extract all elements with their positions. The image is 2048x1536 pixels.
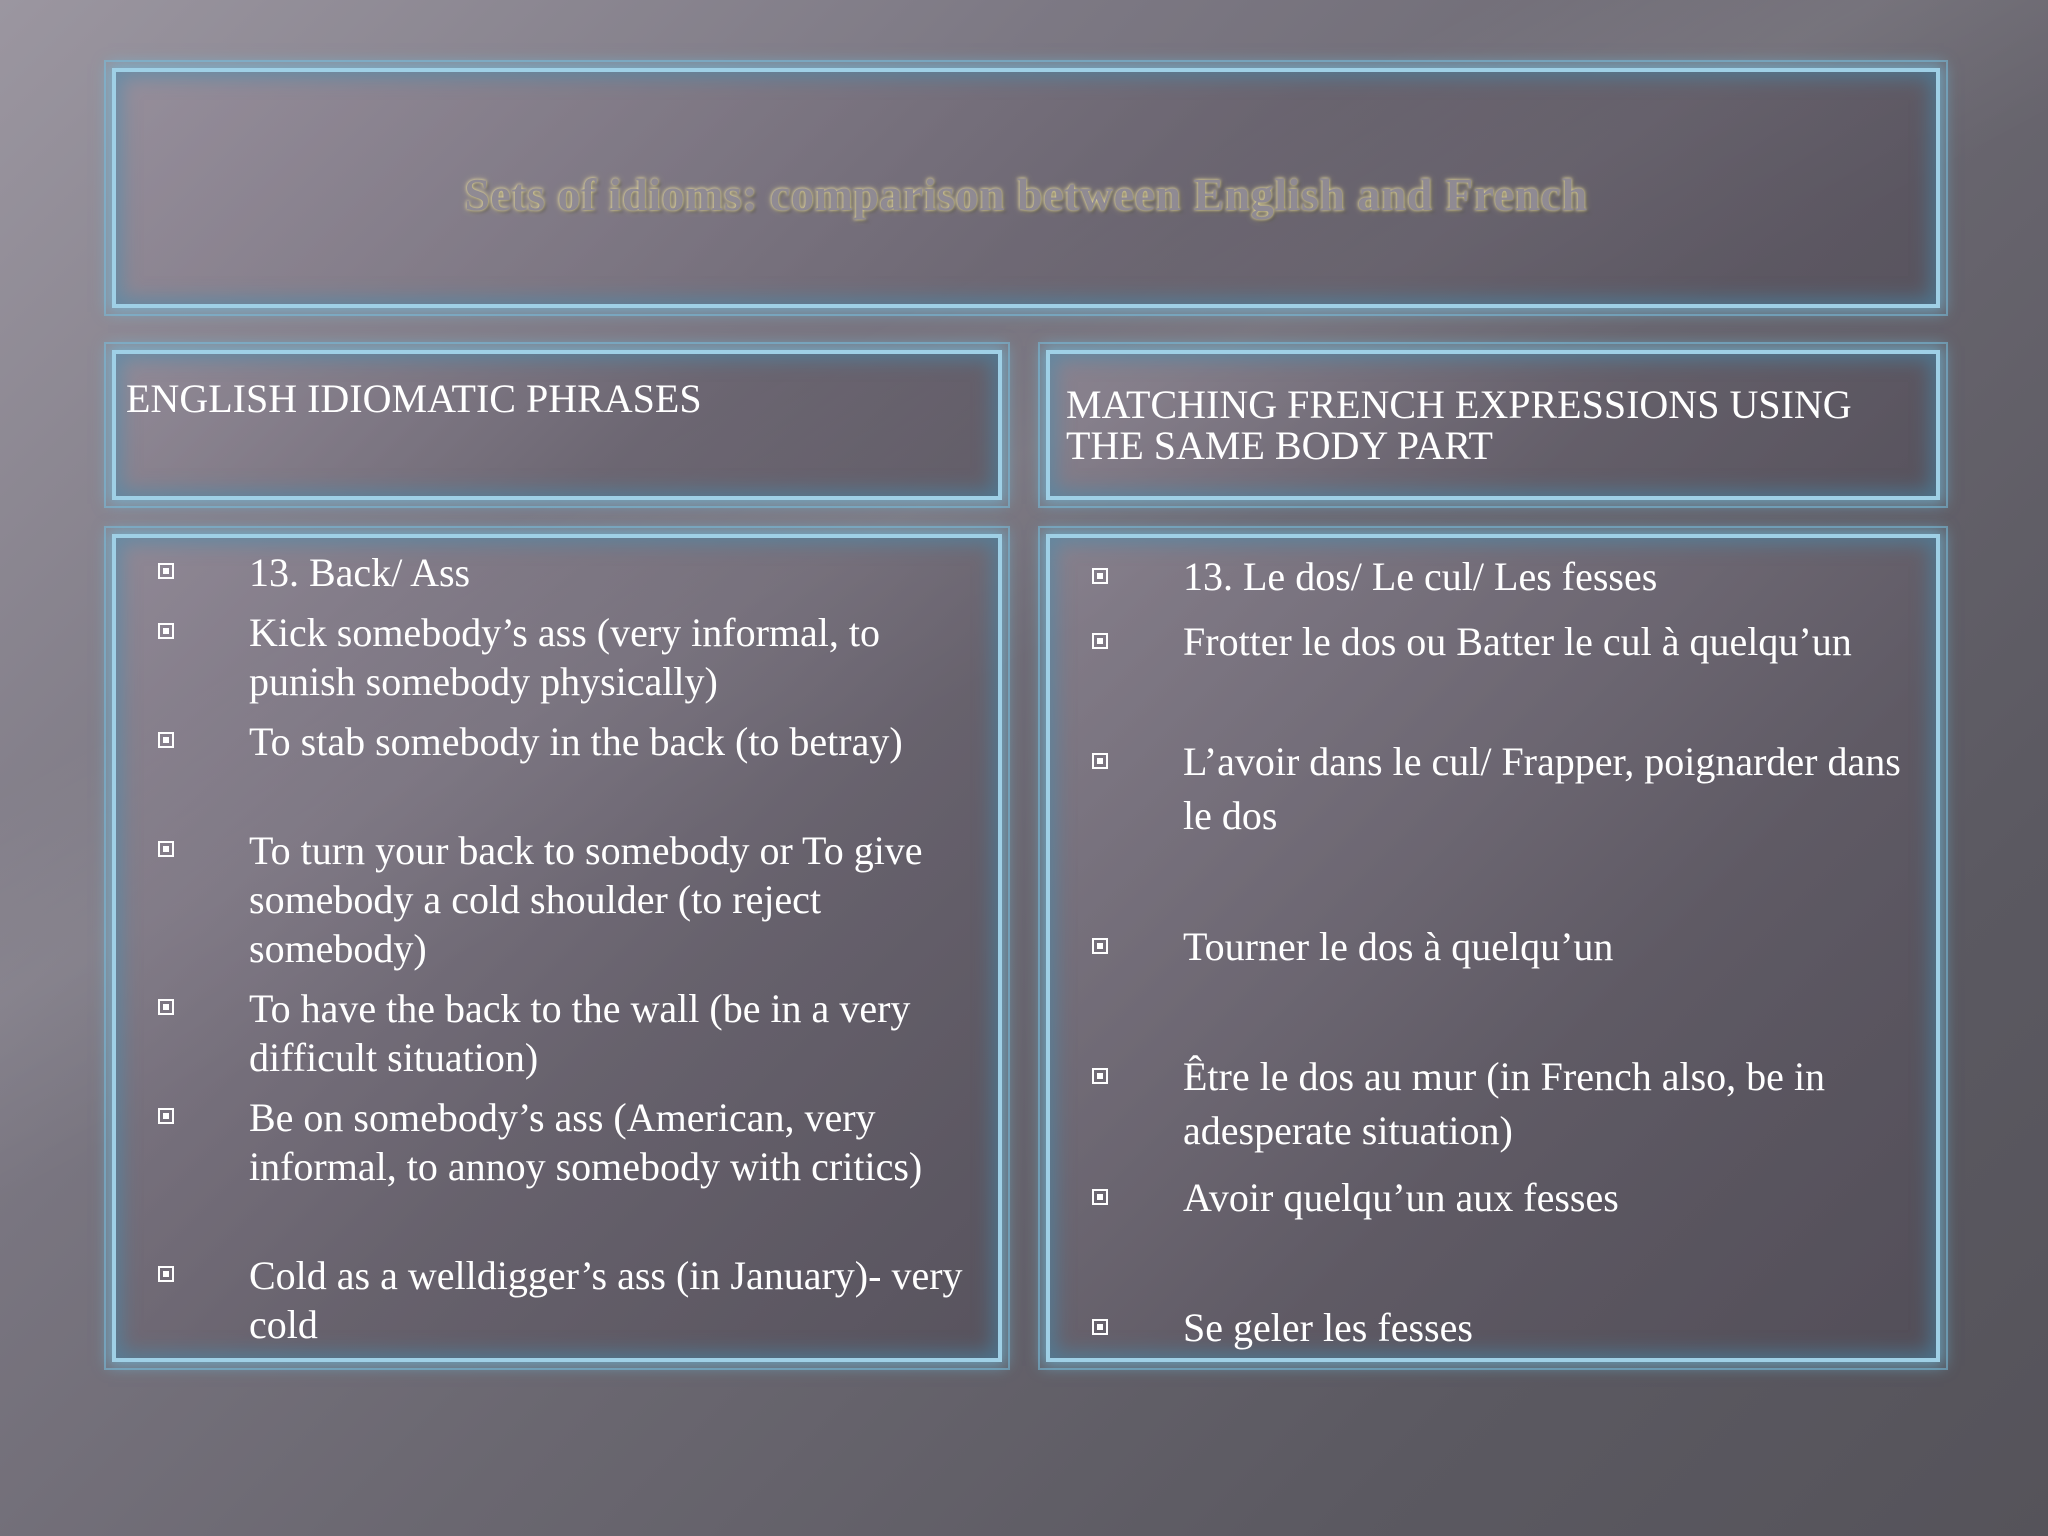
square-bullet-icon	[158, 841, 174, 857]
french-heading: MATCHING FRENCH EXPRESSIONS USING THE SAME BODY PART	[1066, 382, 1852, 468]
french-item-text: L’avoir dans le cul/ Frapper, poignarder dans le dos	[1183, 739, 1901, 838]
french-item-text: Être le dos au mur (in French also, be in adesperate situation)	[1183, 1054, 1826, 1153]
english-heading: ENGLISH IDIOMATIC PHRASES	[126, 376, 702, 421]
english-item-text: To have the back to the wall (be in a very difficult situation)	[249, 986, 911, 1080]
french-item-text: Frotter le dos ou Batter le cul à quelqu’un	[1183, 619, 1852, 664]
square-bullet-icon	[158, 623, 174, 639]
french-item-text: Tourner le dos à quelqu’un	[1183, 924, 1614, 969]
square-bullet-icon	[1092, 1319, 1108, 1335]
square-bullet-icon	[1092, 568, 1108, 584]
square-bullet-icon	[1092, 938, 1108, 954]
french-list-panel	[1046, 534, 1940, 1362]
english-item-text: Kick somebody’s ass (very informal, to punish somebody physically)	[249, 610, 880, 704]
square-bullet-icon	[1092, 1068, 1108, 1084]
english-item-text: To stab somebody in the back (to betray)	[249, 719, 903, 764]
english-item-text: Cold as a welldigger’s ass (in January)- very cold	[249, 1253, 963, 1347]
square-bullet-icon	[158, 1266, 174, 1282]
english-item-text: Be on somebody’s ass (American, very informal, to annoy somebody with critics)	[249, 1095, 923, 1189]
french-item-text: Avoir quelqu’un aux fesses	[1183, 1175, 1619, 1220]
french-item-text: Se geler les fesses	[1183, 1305, 1473, 1350]
title-panel	[112, 68, 1940, 308]
right-column-header	[1046, 350, 1940, 500]
square-bullet-icon	[158, 563, 174, 579]
english-item-text: 13. Back/ Ass	[249, 550, 471, 595]
square-bullet-icon	[158, 1108, 174, 1124]
left-column-header	[112, 350, 1002, 500]
square-bullet-icon	[1092, 1189, 1108, 1205]
french-item-text: 13. Le dos/ Le cul/ Les fesses	[1183, 554, 1658, 599]
slide-title: Sets of idioms: comparison between English and French	[464, 169, 1588, 220]
english-list-panel	[112, 534, 1002, 1362]
square-bullet-icon	[1092, 753, 1108, 769]
square-bullet-icon	[158, 999, 174, 1015]
square-bullet-icon	[1092, 633, 1108, 649]
english-item-text: To turn your back to somebody or To give somebody a cold shoulder (to reject somebody)	[249, 828, 923, 971]
square-bullet-icon	[158, 732, 174, 748]
